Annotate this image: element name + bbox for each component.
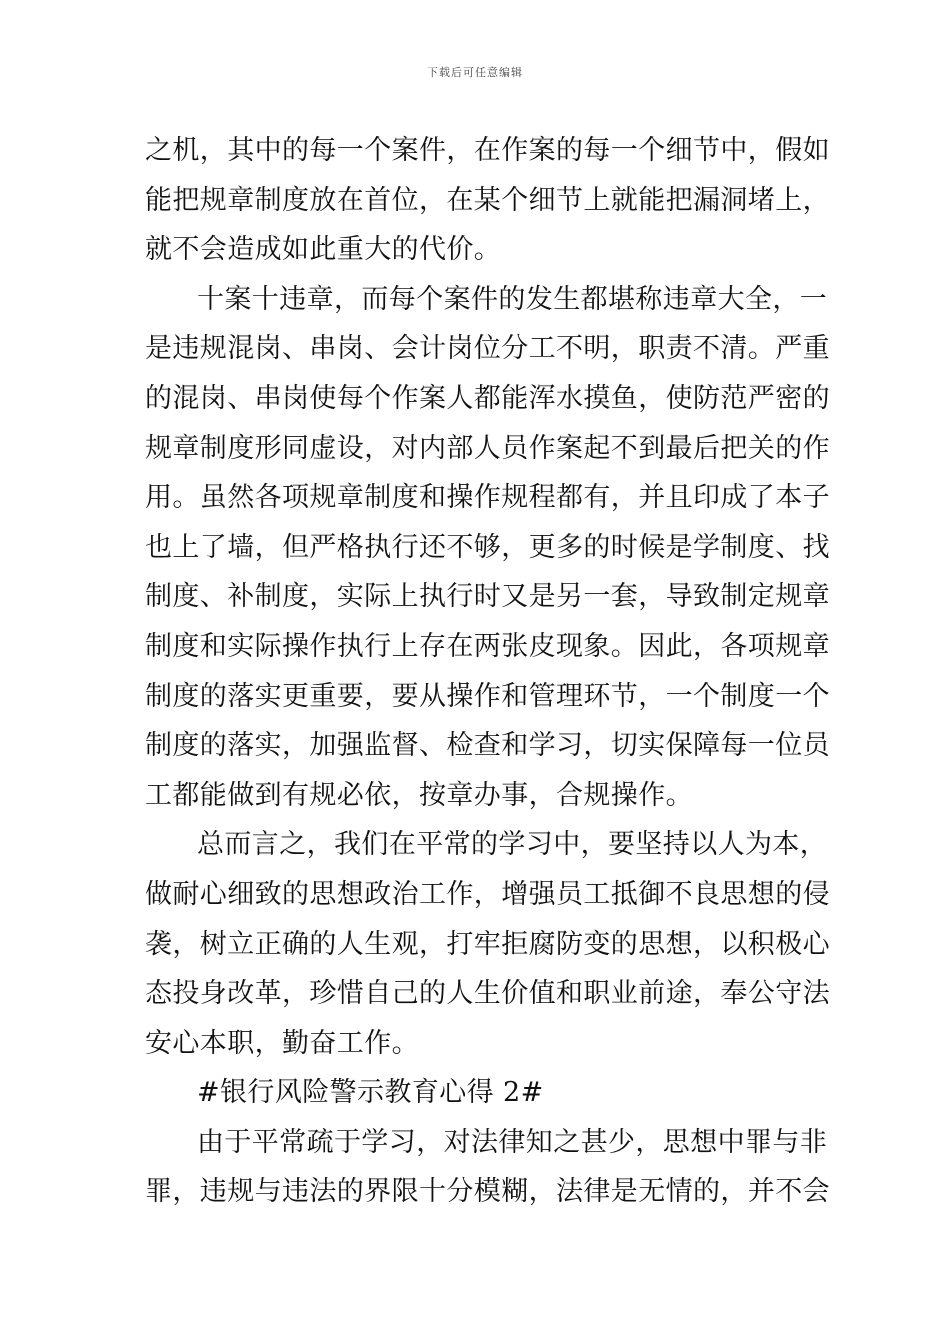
text-line: 之机，其中的每一个案件，在作案的每一个细节中，假如 — [145, 135, 830, 166]
text-line: 工都能做到有规必依，按章办事，合规操作。 — [145, 779, 693, 811]
paragraph-start-line: 由于平常疏于学习，对法律知之甚少，思想中罪与非 — [197, 1126, 828, 1158]
text-line: 袭，树立正确的人生观，打牢拒腐防变的思想，以积极心 — [145, 928, 830, 960]
text-line: 也上了墙，但严格执行还不够，更多的时候是学制度、找 — [145, 531, 830, 563]
page-header: 下载后可任意编辑 — [427, 66, 523, 79]
paragraph-start-line: 总而言之，我们在平常的学习中，要坚持以人为本， — [197, 829, 828, 861]
text-line: 制度的落实更重要，要从操作和管理环节，一个制度一个 — [145, 680, 830, 712]
paragraph-start-line: 十案十违章，而每个案件的发生都堪称违章大全，一 — [197, 283, 828, 315]
text-line: 制度的落实，加强监督、检查和学习，切实保障每一位员 — [145, 730, 830, 762]
section-heading: #银行风险警示教育心得 2# — [197, 1077, 544, 1109]
text-line: 制度和实际操作执行上存在两张皮现象。因此，各项规章 — [145, 630, 830, 662]
text-line: 就不会造成如此重大的代价。 — [145, 234, 502, 266]
text-line: 的混岗、串岗使每个作案人都能浑水摸鱼，使防范严密的 — [145, 382, 830, 414]
text-line: 制度、补制度，实际上执行时又是另一套，导致制定规章 — [145, 581, 830, 613]
text-line: 能把规章制度放在首位，在某个细节上就能把漏洞堵上， — [145, 184, 830, 216]
text-line: 罪，违规与违法的界限十分模糊，法律是无情的，并不会 — [145, 1176, 830, 1208]
text-line: 规章制度形同虚设，对内部人员作案起不到最后把关的作 — [145, 432, 830, 464]
text-line: 安心本职，勤奋工作。 — [145, 1027, 419, 1059]
text-line: 用。虽然各项规章制度和操作规程都有，并且印成了本子 — [145, 482, 830, 514]
document-body — [145, 126, 830, 1217]
text-line: 是违规混岗、串岗、会计岗位分工不明，职责不清。严重 — [145, 333, 830, 365]
text-line: 做耐心细致的思想政治工作，增强员工抵御不良思想的侵 — [145, 878, 830, 910]
text-line: 态投身改革，珍惜自己的人生价值和职业前途，奉公守法 — [145, 978, 830, 1010]
